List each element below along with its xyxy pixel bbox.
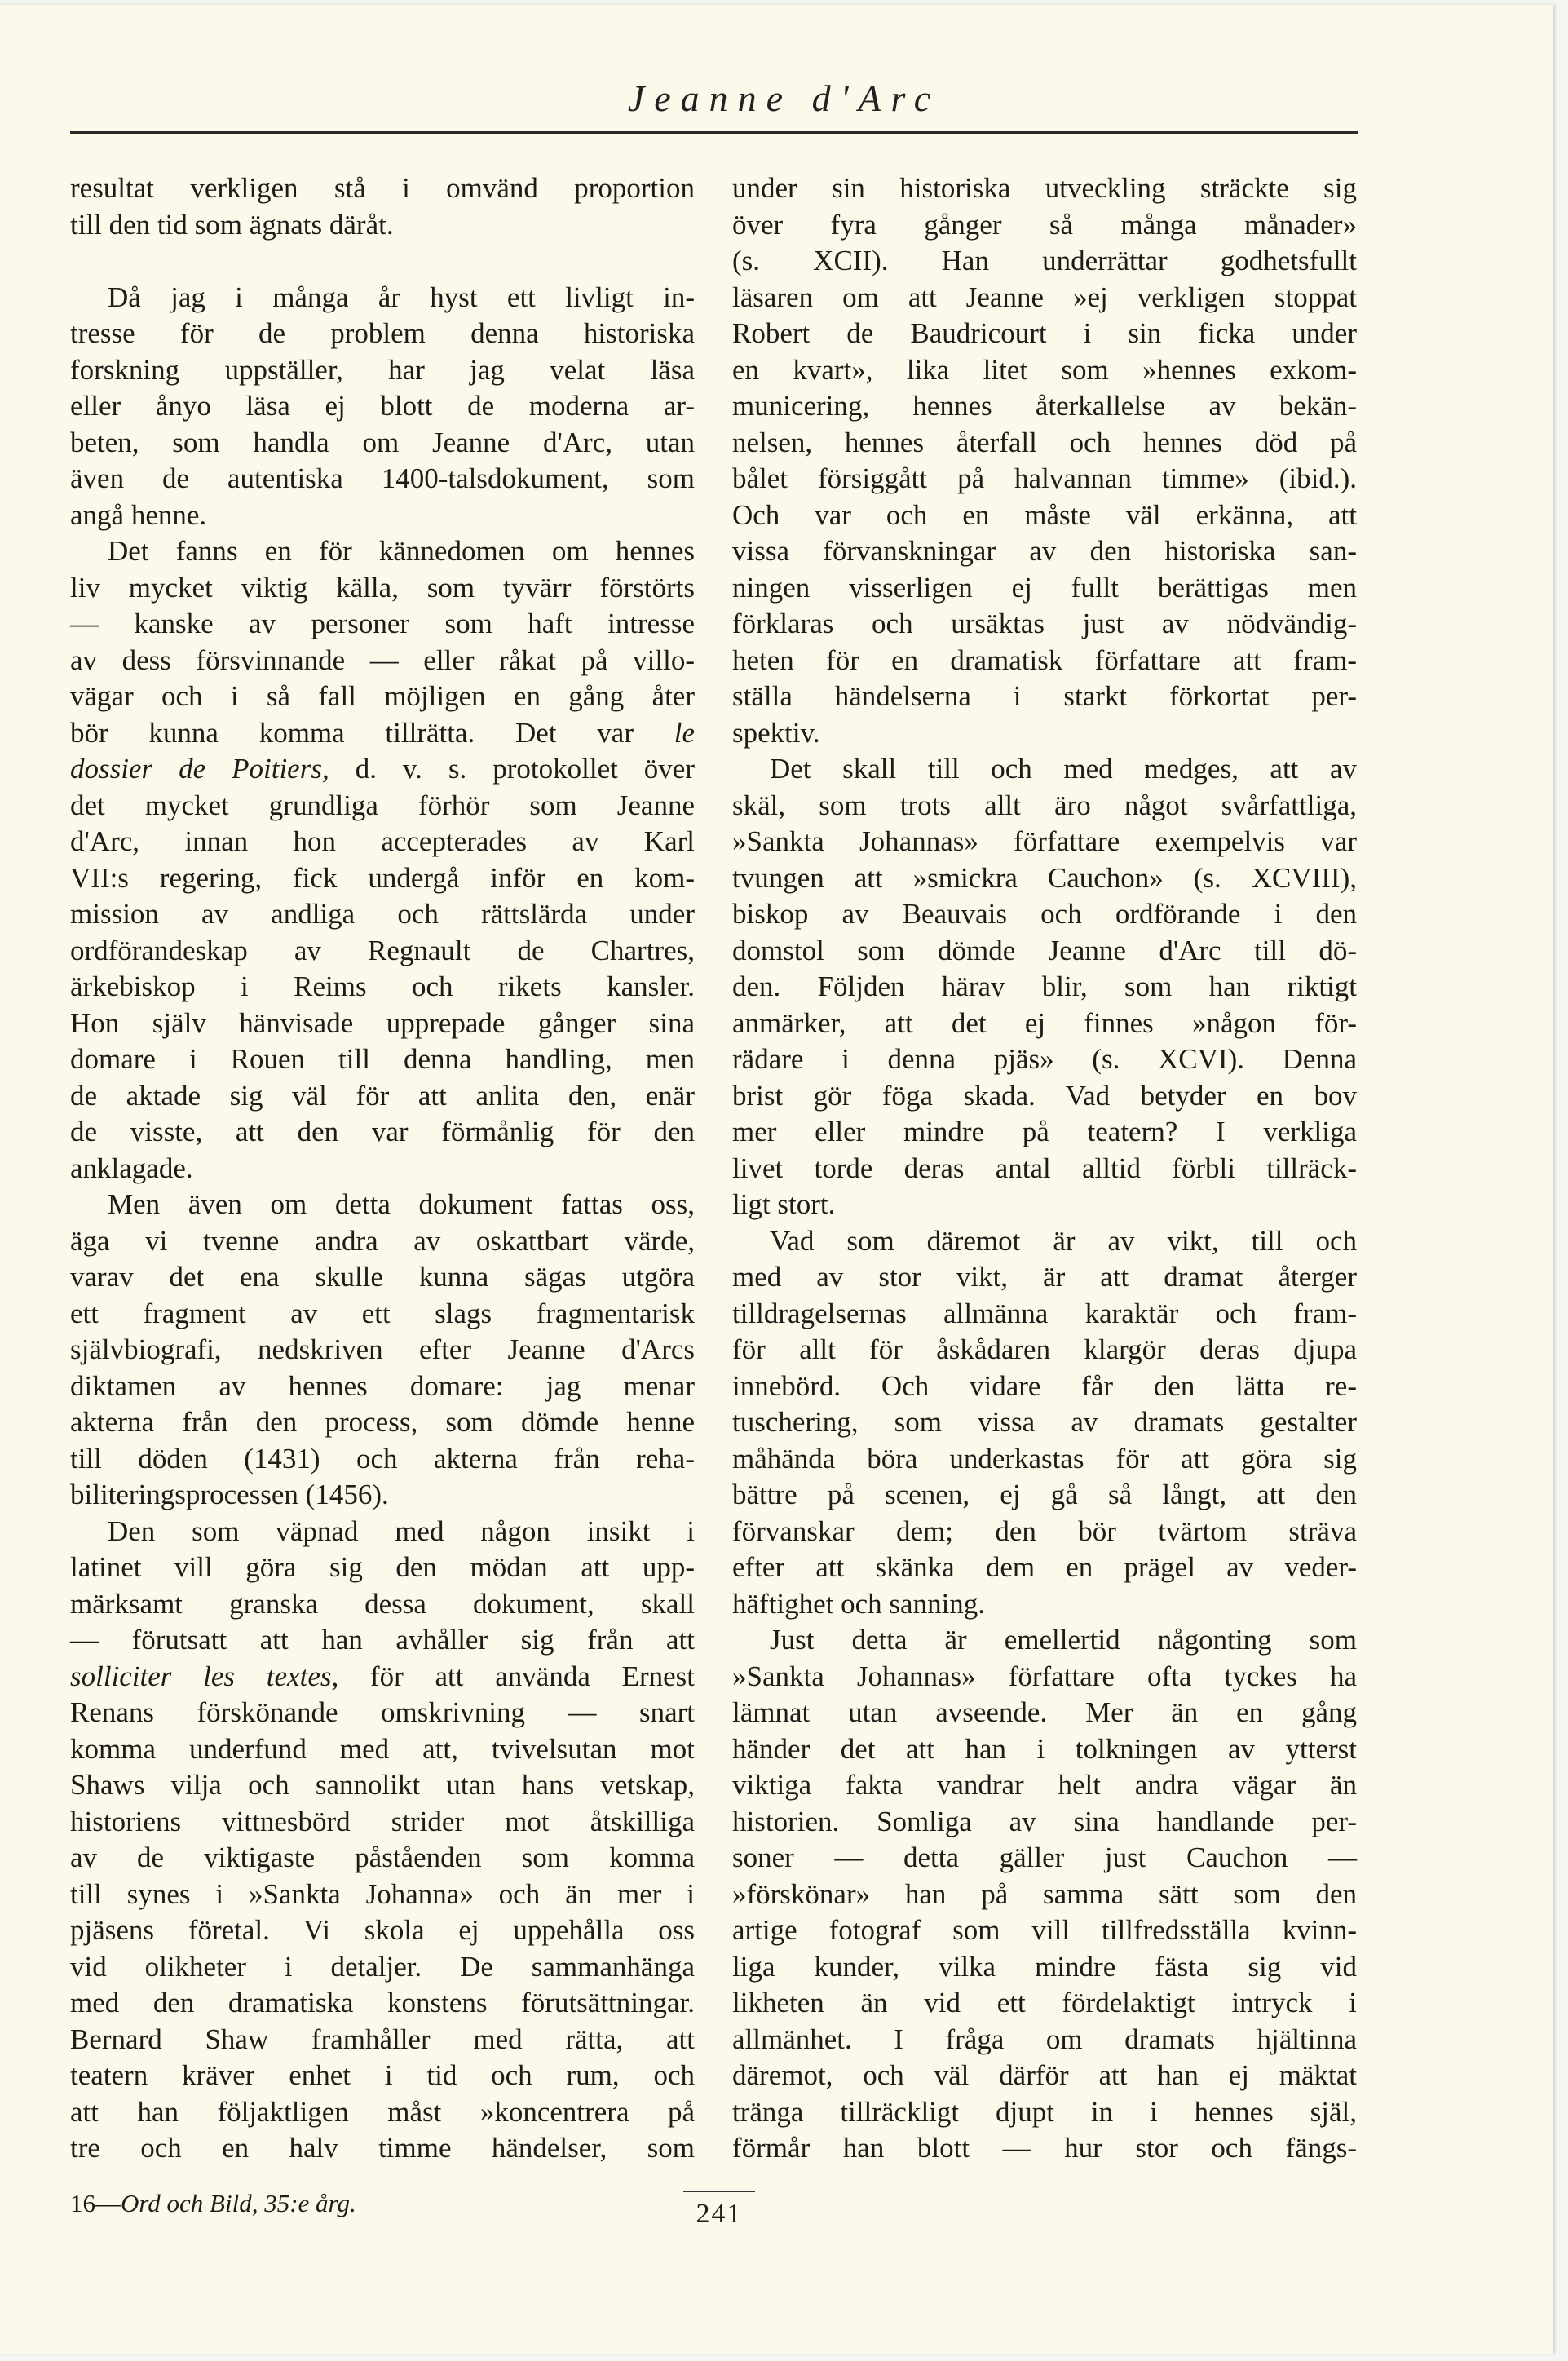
line-text: en kvart», lika litet som »hennes exkom- bbox=[732, 353, 1357, 386]
text-line bbox=[732, 1659, 1357, 1696]
text-line bbox=[732, 1368, 1357, 1405]
line-text: ordförandeskap av Regnault de Chartres, bbox=[70, 934, 695, 966]
line-text: forskning uppställer, har jag velat läsa bbox=[70, 353, 695, 386]
text-line bbox=[732, 425, 1357, 462]
text-line bbox=[70, 643, 695, 679]
line-text: att han följaktligen måst »koncentrera på bbox=[70, 2095, 695, 2128]
text-line bbox=[70, 1332, 695, 1368]
line-text: viktiga fakta vandrar helt andra vägar än bbox=[732, 1769, 1357, 1801]
text-line bbox=[732, 1767, 1357, 1804]
line-text: märksamt granska dessa dokument, skall bbox=[70, 1587, 695, 1620]
page-number: 241 bbox=[683, 2191, 755, 2230]
text-line bbox=[70, 1622, 695, 1659]
line-text: angå henne. bbox=[70, 498, 207, 531]
text-line bbox=[732, 1259, 1357, 1296]
italic-text: solliciter les textes, bbox=[70, 1660, 339, 1692]
text-line bbox=[70, 1550, 695, 1586]
text-line bbox=[732, 1041, 1357, 1078]
line-text: förvanskar dem; den bör tvärtom sträva bbox=[732, 1514, 1357, 1547]
line-text: innebörd. Och vidare får den lätta re- bbox=[732, 1369, 1357, 1402]
line-text: till den tid som ägnats däråt. bbox=[70, 208, 394, 241]
text-line bbox=[732, 1223, 1357, 1260]
italic-text: dossier de Poitiers, bbox=[70, 753, 329, 785]
line-text: med av stor vikt, är att dramat återger bbox=[732, 1261, 1357, 1293]
line-text: tilldragelsernas allmänna karaktär och fram- bbox=[732, 1297, 1357, 1329]
line-text: tresse för de problem denna historiska bbox=[70, 317, 695, 349]
line-text: komma underfund med att, tvivelsutan mot bbox=[70, 1732, 695, 1765]
line-text: d'Arc, innan hon accepterades av Karl bbox=[70, 825, 695, 857]
line-text: mission av andliga och rättslärda under bbox=[70, 898, 695, 930]
line-text: över fyra gånger så många månader» bbox=[732, 208, 1357, 241]
text-line bbox=[70, 461, 695, 497]
line-text: diktamen av hennes domare: jag menar bbox=[70, 1369, 695, 1402]
line-text: ett fragment av ett slags fragmentarisk bbox=[70, 1297, 695, 1329]
text-line bbox=[732, 280, 1357, 316]
line-text: Det fanns en för kännedomen om hennes bbox=[108, 535, 695, 567]
text-line bbox=[732, 1332, 1357, 1368]
document-page bbox=[0, 5, 1553, 2354]
line-text: historiens vittnesbörd strider mot åtskilliga bbox=[70, 1805, 695, 1837]
text-line bbox=[732, 1586, 1357, 1623]
text-line bbox=[732, 1695, 1357, 1731]
line-text: anklagade. bbox=[70, 1152, 193, 1184]
line-text: skäl, som trots allt äro något svårfattliga, bbox=[732, 789, 1357, 821]
text-line bbox=[732, 1912, 1357, 1949]
line-text: d. v. s. protokollet över bbox=[355, 753, 695, 785]
text-line bbox=[732, 2022, 1357, 2058]
text-line bbox=[732, 2094, 1357, 2131]
line-text: för att använda Ernest bbox=[369, 1660, 696, 1692]
line-text: bör kunna komma tillrätta. Det var bbox=[70, 716, 634, 749]
line-text: måhända böra underkastas för att göra sig bbox=[732, 1442, 1357, 1475]
line-text: ligt stort. bbox=[732, 1188, 836, 1220]
line-text: läsaren om att Jeanne »ej verkligen stoppat bbox=[732, 281, 1357, 313]
text-line bbox=[732, 1877, 1357, 1913]
text-line bbox=[70, 860, 695, 897]
line-text: livet torde deras antal alltid förbli tillräck- bbox=[732, 1152, 1357, 1184]
text-line bbox=[70, 2058, 695, 2094]
text-line bbox=[732, 316, 1357, 352]
line-text: Men även om detta dokument fattas oss, bbox=[108, 1188, 695, 1220]
text-line bbox=[70, 1368, 695, 1405]
line-text: ningen visserligen ej fullt berättigas men bbox=[732, 571, 1357, 604]
line-text: Då jag i många år hyst ett livligt in- bbox=[108, 281, 695, 313]
line-text: latinet vill göra sig den mödan att upp- bbox=[70, 1551, 695, 1583]
text-line bbox=[70, 425, 695, 462]
text-line bbox=[732, 352, 1357, 389]
text-line bbox=[732, 896, 1357, 933]
text-line bbox=[732, 860, 1357, 897]
text-line bbox=[732, 170, 1357, 207]
line-text: vägar och i så fall möjligen en gång åter bbox=[70, 680, 695, 712]
text-line bbox=[732, 1622, 1357, 1659]
text-line bbox=[70, 570, 695, 607]
text-line bbox=[70, 824, 695, 860]
text-line bbox=[732, 1514, 1357, 1550]
line-text: spektiv. bbox=[732, 716, 820, 749]
text-line bbox=[70, 969, 695, 1006]
line-text: teatern kräver enhet i tid och rum, och bbox=[70, 2059, 695, 2091]
line-text: av dess försvinnande — eller råkat på villo- bbox=[70, 643, 695, 676]
text-line bbox=[70, 1731, 695, 1768]
text-line bbox=[732, 497, 1357, 534]
text-line bbox=[70, 2130, 695, 2167]
line-text: ärkebiskop i Reims och rikets kansler. bbox=[70, 970, 695, 1002]
line-text: händer det att han i tolkningen av ytterst bbox=[732, 1732, 1357, 1765]
text-line bbox=[732, 2058, 1357, 2094]
text-line bbox=[732, 1731, 1357, 1768]
text-line bbox=[70, 1151, 695, 1187]
text-line bbox=[732, 243, 1357, 280]
text-line bbox=[70, 533, 695, 570]
line-text: även de autentiska 1400-talsdokument, som bbox=[70, 462, 695, 494]
line-text: Shaws vilja och sannolikt utan hans vetskap, bbox=[70, 1769, 695, 1801]
line-text: historien. Somliga av sina handlande per- bbox=[732, 1805, 1357, 1837]
text-line bbox=[70, 1223, 695, 1260]
line-text: Och var och en måste väl erkänna, att bbox=[732, 498, 1357, 531]
line-text: — förutsatt att han avhåller sig från att bbox=[70, 1624, 695, 1656]
text-line bbox=[70, 715, 695, 752]
line-text: Den som väpnad med någon insikt i bbox=[108, 1514, 695, 1547]
text-line bbox=[70, 751, 695, 788]
text-line bbox=[732, 1804, 1357, 1841]
text-line bbox=[732, 1296, 1357, 1333]
text-line bbox=[732, 679, 1357, 715]
line-text: bättre på scenen, ej gå så långt, att den bbox=[732, 1479, 1357, 1510]
line-text: för allt för åskådaren klargör deras djupa bbox=[732, 1333, 1357, 1365]
line-text: de visste, att den var förmånlig för den bbox=[70, 1116, 695, 1147]
text-line bbox=[732, 388, 1357, 425]
text-line bbox=[732, 1151, 1357, 1187]
line-text: domare i Rouen till denna handling, men bbox=[70, 1043, 695, 1075]
line-text: tuschering, som vissa av dramats gestalter bbox=[732, 1406, 1357, 1438]
text-line bbox=[732, 824, 1357, 860]
line-text: akterna från den process, som dömde henne bbox=[70, 1406, 695, 1438]
line-text: allmänhet. I fråga om dramats hjältinna bbox=[732, 2023, 1357, 2055]
text-line bbox=[70, 1912, 695, 1949]
text-line bbox=[732, 606, 1357, 643]
line-text: liga kunder, vilka mindre fästa sig vid bbox=[732, 1950, 1357, 1983]
line-text: efter att skänka dem en prägel av veder- bbox=[732, 1551, 1357, 1583]
text-line bbox=[70, 1695, 695, 1731]
line-text: VII:s regering, fick undergå inför en kom- bbox=[70, 861, 695, 894]
text-line bbox=[70, 2094, 695, 2131]
line-text: varav det ena skulle kunna sägas utgöra bbox=[70, 1261, 695, 1293]
line-text: beten, som handla om Jeanne d'Arc, utan bbox=[70, 426, 695, 458]
text-line bbox=[70, 606, 695, 643]
line-text: brist gör föga skada. Vad betyder en bov bbox=[732, 1079, 1357, 1112]
line-text: Bernard Shaw framhåller med rätta, att bbox=[70, 2023, 695, 2055]
text-line bbox=[70, 1078, 695, 1115]
text-line bbox=[70, 1187, 695, 1223]
text-line bbox=[732, 788, 1357, 825]
text-line bbox=[732, 1078, 1357, 1115]
line-text: av de viktigaste påståenden som komma bbox=[70, 1841, 695, 1873]
text-line bbox=[732, 1840, 1357, 1877]
line-text: vid olikheter i detaljer. De sammanhänga bbox=[70, 1950, 695, 1983]
line-text: ställa händelserna i starkt förkortat per- bbox=[732, 680, 1357, 712]
text-line bbox=[70, 1404, 695, 1441]
text-line bbox=[70, 1586, 695, 1623]
text-line bbox=[70, 1477, 695, 1514]
text-line bbox=[732, 2130, 1357, 2167]
line-text: lämnat utan avseende. Mer än en gång bbox=[732, 1696, 1357, 1728]
italic-text: le bbox=[674, 716, 696, 749]
text-line bbox=[732, 1006, 1357, 1042]
text-line bbox=[70, 1877, 695, 1913]
footer-source bbox=[70, 2189, 356, 2218]
line-text: Vad som däremot är av vikt, till och bbox=[770, 1224, 1357, 1257]
text-line bbox=[732, 1404, 1357, 1441]
line-text: häftighet och sanning. bbox=[732, 1587, 986, 1620]
line-text: tränga tillräckligt djupt in i hennes själ, bbox=[732, 2095, 1357, 2128]
text-line bbox=[70, 1441, 695, 1478]
text-line bbox=[70, 896, 695, 933]
line-text: Just detta är emellertid någonting som bbox=[770, 1624, 1357, 1656]
line-text: förmår han blott — hur stor och fängs- bbox=[732, 2132, 1357, 2164]
line-text: »förskönar» han på samma sätt som den bbox=[732, 1877, 1357, 1910]
text-line bbox=[70, 1767, 695, 1804]
text-line bbox=[70, 933, 695, 970]
line-text: resultat verkligen stå i omvänd proportion bbox=[70, 172, 695, 204]
text-line bbox=[70, 1114, 695, 1151]
text-line bbox=[732, 715, 1357, 752]
line-text: mer eller mindre på teatern? I verkliga bbox=[732, 1116, 1357, 1147]
left-text-column bbox=[70, 170, 695, 2167]
line-text: domstol som dömde Jeanne d'Arc till dö- bbox=[732, 934, 1357, 966]
line-text: bålet försiggått på halvannan timme» (ibid.). bbox=[732, 462, 1357, 494]
signature-number: 16— bbox=[70, 2189, 121, 2217]
text-line bbox=[70, 1259, 695, 1296]
line-text: till synes i »Sankta Johanna» och än mer i bbox=[70, 1877, 695, 1910]
text-line bbox=[732, 533, 1357, 570]
line-text: med den dramatiska konstens förutsättningar. bbox=[70, 1987, 695, 2018]
line-text: likheten än vid ett fördelaktigt intryck i bbox=[732, 1987, 1357, 2018]
text-line bbox=[732, 1441, 1357, 1478]
line-text: Det skall till och med medges, att av bbox=[770, 753, 1357, 785]
text-line bbox=[70, 497, 695, 534]
text-line bbox=[70, 207, 695, 244]
line-text: förklaras och ursäktas just av nödvändig- bbox=[732, 608, 1357, 639]
line-text: heten för en dramatisk författare att fram- bbox=[732, 643, 1357, 676]
line-text: artige fotograf som vill tillfredsställa kvinn- bbox=[732, 1914, 1357, 1946]
text-line bbox=[70, 2022, 695, 2058]
text-line bbox=[732, 1187, 1357, 1223]
text-line bbox=[70, 170, 695, 207]
text-line bbox=[70, 1006, 695, 1042]
text-line bbox=[732, 1949, 1357, 1986]
running-header-title: Jeanne d'Arc bbox=[627, 77, 941, 119]
line-text: Robert de Baudricourt i sin ficka under bbox=[732, 317, 1357, 349]
line-text: däremot, och väl därför att han ej mäktat bbox=[732, 2059, 1357, 2091]
text-line bbox=[732, 1550, 1357, 1586]
text-line bbox=[732, 751, 1357, 788]
line-text: äga vi tvenne andra av oskattbart värde, bbox=[70, 1224, 695, 1257]
line-text: anmärker, att det ej finnes »någon för- bbox=[732, 1006, 1357, 1039]
text-line bbox=[70, 1514, 695, 1550]
line-text: eller ånyo läsa ej blott de moderna ar- bbox=[70, 390, 695, 422]
text-line bbox=[70, 679, 695, 715]
text-line bbox=[732, 461, 1357, 497]
text-line bbox=[70, 1949, 695, 1986]
line-text: liv mycket viktig källa, som tyvärr förstörts bbox=[70, 571, 695, 604]
line-text: soner — detta gäller just Cauchon — bbox=[732, 1841, 1357, 1873]
line-text: municering, hennes återkallelse av bekän- bbox=[732, 390, 1357, 422]
text-line bbox=[70, 1840, 695, 1877]
text-line bbox=[70, 316, 695, 352]
text-line bbox=[70, 280, 695, 316]
text-line bbox=[732, 643, 1357, 679]
line-text: biskop av Beauvais och ordförande i den bbox=[732, 898, 1357, 930]
line-text: (s. XCII). Han underrättar godhetsfullt bbox=[732, 245, 1357, 276]
text-line bbox=[732, 969, 1357, 1006]
line-text: till döden (1431) och akterna från reha- bbox=[70, 1442, 695, 1475]
text-line bbox=[732, 570, 1357, 607]
line-text: den. Följden härav blir, som han riktigt bbox=[732, 970, 1357, 1002]
text-line bbox=[732, 1985, 1357, 2022]
text-line bbox=[732, 933, 1357, 970]
text-line bbox=[70, 1296, 695, 1333]
line-text: pjäsens företal. Vi skola ej uppehålla oss bbox=[70, 1914, 695, 1946]
line-text: de aktade sig väl för att anlita den, enär bbox=[70, 1079, 695, 1112]
line-text: — kanske av personer som haft intresse bbox=[70, 608, 695, 639]
text-line bbox=[70, 1985, 695, 2022]
line-text: tvungen att »smickra Cauchon» (s. XCVIII), bbox=[732, 861, 1357, 894]
line-text: »Sankta Johannas» författare exempelvis var bbox=[732, 825, 1357, 857]
text-line bbox=[732, 1477, 1357, 1514]
line-text: rädare i denna pjäs» (s. XCVI). Denna bbox=[732, 1043, 1357, 1075]
text-line bbox=[70, 352, 695, 389]
line-text: »Sankta Johannas» författare ofta tyckes ha bbox=[732, 1660, 1357, 1692]
line-text: självbiografi, nedskriven efter Jeanne d'Arcs bbox=[70, 1333, 695, 1365]
right-text-column bbox=[732, 170, 1357, 2167]
journal-title: Ord och Bild, 35:e årg. bbox=[121, 2189, 356, 2217]
header-rule bbox=[70, 131, 1358, 134]
text-line bbox=[732, 207, 1357, 244]
text-line bbox=[70, 388, 695, 425]
line-text: tre och en halv timme händelser, som bbox=[70, 2132, 695, 2164]
line-text: Renans förskönande omskrivning — snart bbox=[70, 1696, 695, 1728]
line-text: biliteringsprocessen (1456). bbox=[70, 1479, 389, 1510]
line-text: under sin historiska utveckling sträckte sig bbox=[732, 172, 1357, 204]
line-text: det mycket grundliga förhör som Jeanne bbox=[70, 789, 695, 821]
text-line bbox=[70, 1804, 695, 1841]
text-line bbox=[70, 243, 695, 280]
line-text: Hon själv hänvisade upprepade gånger sina bbox=[70, 1006, 695, 1039]
text-line bbox=[70, 1041, 695, 1078]
text-line bbox=[732, 1114, 1357, 1151]
line-text: nelsen, hennes återfall och hennes död på bbox=[732, 426, 1357, 458]
text-line bbox=[70, 788, 695, 825]
text-line bbox=[70, 1659, 695, 1696]
line-text: vissa förvanskningar av den historiska san- bbox=[732, 535, 1357, 567]
